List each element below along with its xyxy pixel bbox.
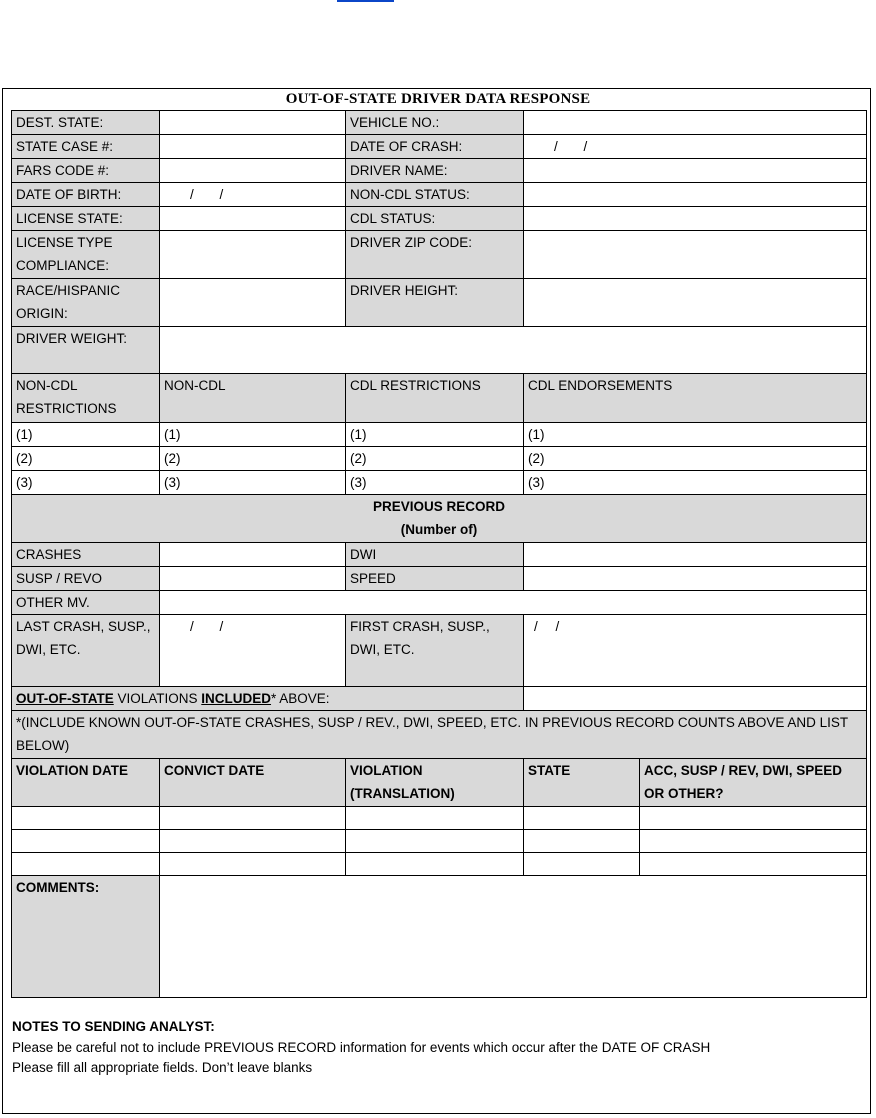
oos-label-part4: * ABOVE: [271,691,330,706]
form-row [12,279,867,327]
cdl-endorsements-header: CDL ENDORSEMENTS [524,374,867,423]
restrictions-row [12,423,867,447]
other-mv-label: OTHER MV. [12,591,160,615]
license-type-field[interactable] [160,231,346,279]
fars-code-field[interactable] [160,159,346,183]
cdl-restrictions-header: CDL RESTRICTIONS [346,374,524,423]
previous-record-header-row [12,495,867,543]
violation-date-cell[interactable] [12,830,160,853]
vehicle-no-field[interactable] [524,111,867,135]
cdl-restriction-2[interactable]: (2) [346,447,524,471]
dwi-label: DWI [346,543,524,567]
driver-data-form [11,110,867,998]
category-cell[interactable] [640,807,867,830]
vehicle-no-label: VEHICLE NO.: [346,111,524,135]
notes-line-2: Please fill all appropriate fields. Don’t leave blanks [12,1060,313,1075]
non-cdl-restriction-2[interactable]: (2) [12,447,160,471]
violation-row [12,830,867,853]
notes-line-1: Please be careful not to include PREVIOUS RECORD information for events which occur after the DATE OF CRASH [12,1039,711,1055]
oos-violations-label [12,687,524,711]
driver-height-label: DRIVER HEIGHT: [346,279,524,327]
cdl-endorsement-1[interactable]: (1) [524,423,867,447]
oos-note-row [12,711,867,759]
form-row [12,159,867,183]
non-cdl-1[interactable]: (1) [160,423,346,447]
comments-label: COMMENTS: [12,876,160,998]
non-cdl-restriction-1[interactable]: (1) [12,423,160,447]
violation-row [12,853,867,876]
violation-date-header: VIOLATION DATE [12,759,160,807]
dwi-field[interactable] [524,543,867,567]
state-cell[interactable] [524,830,640,853]
previous-record-row [12,567,867,591]
convict-date-cell[interactable] [160,807,346,830]
previous-record-row [12,591,867,615]
convict-date-cell[interactable] [160,830,346,853]
cdl-endorsement-2[interactable]: (2) [524,447,867,471]
form-row [12,231,867,279]
license-type-label: LICENSE TYPE COMPLIANCE: [12,231,160,279]
driver-weight-label: DRIVER WEIGHT: [12,327,160,374]
convict-date-header: CONVICT DATE [160,759,346,807]
speed-label: SPEED [346,567,524,591]
violations-header-row [12,759,867,807]
state-cell[interactable] [524,853,640,876]
driver-height-field[interactable] [524,279,867,327]
susp-revo-label: SUSP / REVO [12,567,160,591]
cdl-endorsement-3[interactable]: (3) [524,471,867,495]
oos-label-part3: INCLUDED [201,691,272,706]
restrictions-row [12,447,867,471]
violation-row [12,807,867,830]
cdl-restriction-3[interactable]: (3) [346,471,524,495]
cdl-status-field[interactable] [524,207,867,231]
form-row [12,183,867,207]
non-cdl-header: NON-CDL [160,374,346,423]
driver-zip-label: DRIVER ZIP CODE: [346,231,524,279]
form-row [12,327,867,374]
driver-name-field[interactable] [524,159,867,183]
category-header: ACC, SUSP / REV, DWI, SPEED OR OTHER? [640,759,867,807]
oos-row [12,687,867,711]
date-of-crash-value: / / [554,139,588,154]
first-crash-value: / / [534,619,560,634]
previous-record-row [12,543,867,567]
first-crash-field[interactable] [524,615,867,687]
date-of-birth-value: / / [190,187,224,202]
previous-record-title: PREVIOUS RECORD [372,499,506,514]
non-cdl-status-label: NON-CDL STATUS: [346,183,524,207]
oos-violations-field[interactable] [524,687,867,711]
license-state-label: LICENSE STATE: [12,207,160,231]
non-cdl-3[interactable]: (3) [160,471,346,495]
susp-revo-field[interactable] [160,567,346,591]
form-title: OUT-OF-STATE DRIVER DATA RESPONSE [285,91,591,107]
oos-label-part2: VIOLATIONS [113,691,202,706]
non-cdl-restrictions-header: NON-CDL RESTRICTIONS [12,374,160,423]
non-cdl-restriction-3[interactable]: (3) [12,471,160,495]
crashes-label: CRASHES [12,543,160,567]
category-cell[interactable] [640,853,867,876]
other-mv-field[interactable] [160,591,867,615]
violation-translation-header: VIOLATION (TRANSLATION) [346,759,524,807]
top-link-underline[interactable] [337,0,394,2]
form-row [12,135,867,159]
date-of-crash-field[interactable] [524,135,867,159]
race-origin-field[interactable] [160,279,346,327]
previous-record-subtitle: (Number of) [400,522,478,537]
previous-record-row [12,615,867,687]
cdl-restriction-1[interactable]: (1) [346,423,524,447]
oos-note: *(INCLUDE KNOWN OUT-OF-STATE CRASHES, SUSP / REV., DWI, SPEED, ETC. IN PREVIOUS RECORD COUNTS ABOVE AND LIST BELOW) [12,711,867,759]
cdl-status-label: CDL STATUS: [346,207,524,231]
violation-translation-cell[interactable] [346,830,524,853]
crashes-field[interactable] [160,543,346,567]
license-state-field[interactable] [160,207,346,231]
last-crash-label: LAST CRASH, SUSP., DWI, ETC. [12,615,160,687]
fars-code-label: FARS CODE #: [12,159,160,183]
race-origin-label: RACE/HISPANIC ORIGIN: [12,279,160,327]
last-crash-field[interactable] [160,615,346,687]
violation-date-cell[interactable] [12,853,160,876]
violation-translation-cell[interactable] [346,853,524,876]
non-cdl-status-field[interactable] [524,183,867,207]
form-row [12,111,867,135]
oos-label-part1: OUT-OF-STATE [16,691,114,706]
notes-heading: NOTES TO SENDING ANALYST: [12,1019,215,1034]
restrictions-row [12,471,867,495]
date-of-birth-label: DATE OF BIRTH: [12,183,160,207]
state-case-label: STATE CASE #: [12,135,160,159]
state-case-field[interactable] [160,135,346,159]
driver-weight-field[interactable] [160,327,867,374]
state-cell[interactable] [524,807,640,830]
form-row [12,207,867,231]
notes-section [12,1017,852,1079]
violation-translation-cell[interactable] [346,807,524,830]
restrictions-header-row [12,374,867,423]
previous-record-heading [12,495,867,543]
date-of-birth-field[interactable] [160,183,346,207]
comments-field[interactable] [160,876,867,998]
last-crash-value: / / [190,619,224,634]
dest-state-label: DEST. STATE: [12,111,160,135]
category-cell[interactable] [640,830,867,853]
violation-date-cell[interactable] [12,807,160,830]
convict-date-cell[interactable] [160,853,346,876]
driver-name-label: DRIVER NAME: [346,159,524,183]
state-header: STATE [524,759,640,807]
comments-row [12,876,867,998]
dest-state-field[interactable] [160,111,346,135]
driver-zip-field[interactable] [524,231,867,279]
speed-field[interactable] [524,567,867,591]
date-of-crash-label: DATE OF CRASH: [346,135,524,159]
non-cdl-2[interactable]: (2) [160,447,346,471]
first-crash-label: FIRST CRASH, SUSP., DWI, ETC. [346,615,524,687]
